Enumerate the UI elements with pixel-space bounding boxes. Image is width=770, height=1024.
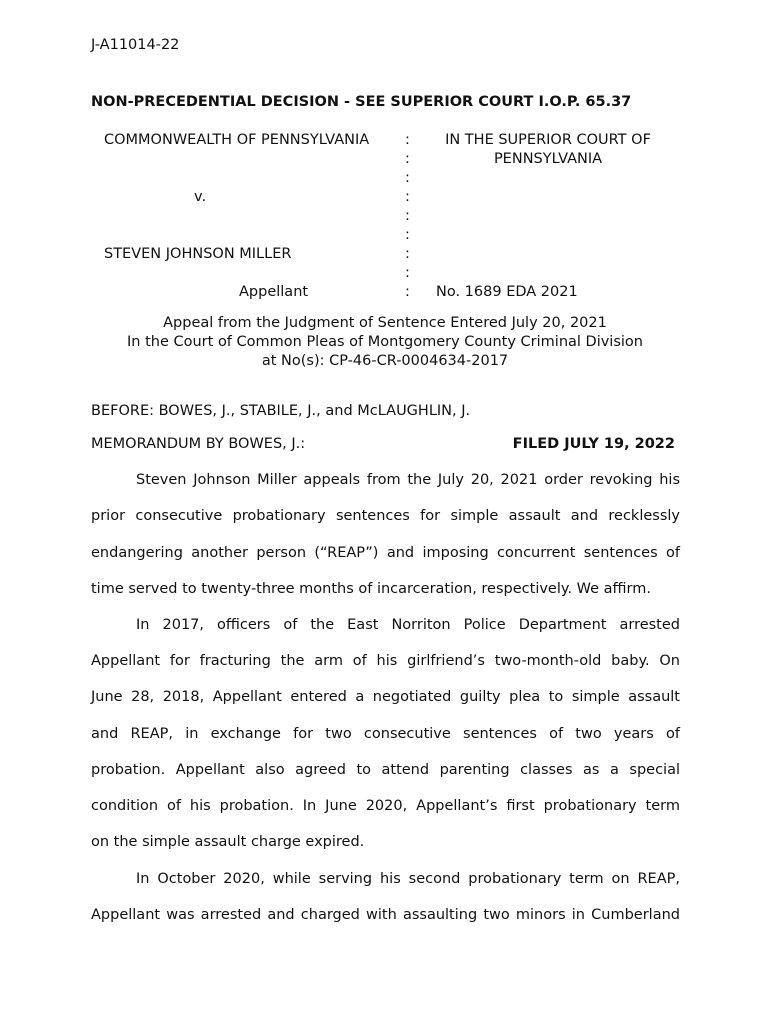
plaintiff-name: COMMONWEALTH OF PENNSYLVANIA bbox=[104, 132, 370, 148]
defendant-name: STEVEN JOHNSON MILLER bbox=[104, 246, 292, 262]
court-name-line2: PENNSYLVANIA bbox=[493, 151, 603, 167]
docket-code: J-A11014-22 bbox=[91, 37, 180, 53]
body-line: endangering another person (“REAP”) and imposing concurrent sentences of bbox=[91, 545, 680, 561]
non-precedential-banner: NON-PRECEDENTIAL DECISION - SEE SUPERIOR COURT I.O.P. 65.37 bbox=[91, 94, 632, 110]
appeal-line: Appeal from the Judgment of Sentence Entered July 20, 2021 bbox=[163, 315, 607, 331]
versus-label: v. bbox=[194, 189, 207, 205]
body-line: probation. Appellant also agreed to attend parenting classes as a special bbox=[91, 762, 680, 778]
appeal-line: In the Court of Common Pleas of Montgomery County Criminal Division bbox=[127, 334, 643, 350]
caption-colon: : bbox=[405, 189, 410, 205]
caption-colon: : bbox=[405, 227, 410, 243]
body-line: June 28, 2018, Appellant entered a negotiated guilty plea to simple assault bbox=[91, 689, 680, 705]
body-line: In October 2020, while serving his second probationary term on REAP, bbox=[136, 871, 680, 887]
caption-colon: : bbox=[405, 246, 410, 262]
body-line: on the simple assault charge expired. bbox=[91, 834, 365, 850]
body-line: condition of his probation. In June 2020, Appellant’s first probationary term bbox=[91, 798, 680, 814]
caption-colon: : bbox=[405, 151, 410, 167]
case-number: No. 1689 EDA 2021 bbox=[436, 284, 578, 300]
body-line: Appellant was arrested and charged with assaulting two minors in Cumberland bbox=[91, 907, 680, 923]
body-line: In 2017, officers of the East Norriton Police Department arrested bbox=[136, 617, 680, 633]
appeal-line: at No(s): CP-46-CR-0004634-2017 bbox=[261, 353, 509, 369]
body-line: time served to twenty-three months of incarceration, respectively. We affirm. bbox=[91, 581, 651, 597]
memorandum-author: MEMORANDUM BY BOWES, J.: bbox=[91, 436, 306, 452]
caption-colon: : bbox=[405, 265, 410, 281]
body-line: Steven Johnson Miller appeals from the July 20, 2021 order revoking his bbox=[136, 472, 680, 488]
caption-colon: : bbox=[405, 284, 410, 300]
caption-colon: : bbox=[405, 132, 410, 148]
caption-colon: : bbox=[405, 170, 410, 186]
appellant-role: Appellant bbox=[239, 284, 309, 300]
caption-colon: : bbox=[405, 208, 410, 224]
filed-date: FILED JULY 19, 2022 bbox=[512, 436, 675, 452]
body-line: Appellant for fracturing the arm of his girlfriend’s two-month-old baby. On bbox=[91, 653, 680, 669]
panel-judges: BEFORE: BOWES, J., STABILE, J., and McLAUGHLIN, J. bbox=[91, 403, 471, 419]
body-line: prior consecutive probationary sentences for simple assault and recklessly bbox=[91, 508, 680, 524]
court-name-line1: IN THE SUPERIOR COURT OF bbox=[445, 132, 651, 148]
body-line: and REAP, in exchange for two consecutive sentences of two years of bbox=[91, 726, 680, 742]
